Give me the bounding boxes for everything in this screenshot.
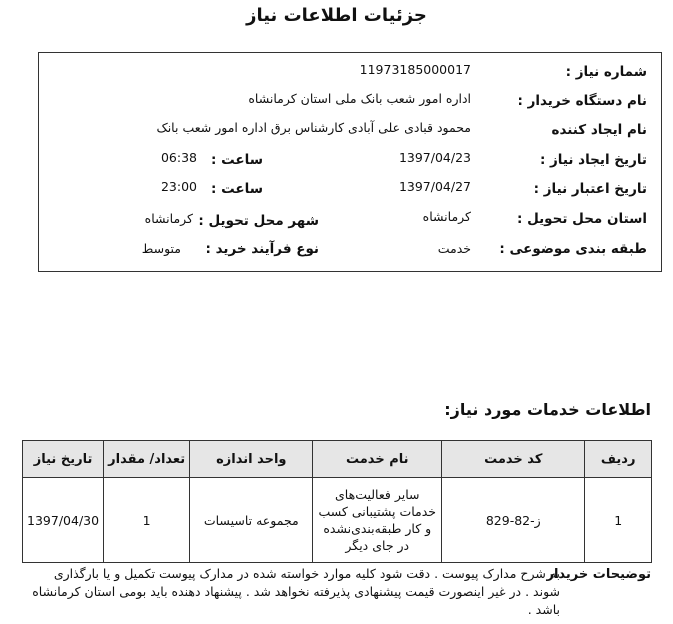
- category-label: طبقه بندی موضوعی :: [499, 241, 647, 257]
- services-table-header: [23, 441, 652, 478]
- services-table: [22, 440, 652, 563]
- page-title: جزئیات اطلاعات نیاز: [246, 5, 427, 26]
- col-quantity: تعداد/ مقدار: [104, 441, 190, 478]
- creator-value: محمود قبادی علی آبادی کارشناس برق اداره امور شعب بانک: [156, 120, 471, 135]
- col-row-number: ردیف: [585, 441, 652, 478]
- buyer-notes-text: به شرح مدارک پیوست . دقت شود کلیه موارد خواسته شده در مدارک پیوست تکمیل و یا بارگذاری شوند . در غیر اینصورت قیمت پیشنهادی پذیرفته نخواهد شد . پیشنهاد دهنده باید بومی استان کرمانشاه باشد .: [32, 566, 560, 617]
- need-number-value: 11973185000017: [359, 62, 471, 77]
- cell-row-number: 1: [585, 478, 652, 563]
- process-type-label: نوع فرآیند خرید :: [205, 241, 319, 257]
- process-type-value: متوسط: [141, 241, 181, 256]
- services-section-title: اطلاعات خدمات مورد نیاز:: [444, 400, 651, 419]
- buyer-value: اداره امور شعب بانک ملی استان کرمانشاه: [248, 91, 471, 106]
- validity-time-label: ساعت :: [211, 181, 263, 197]
- delivery-province-value: کرمانشاه: [422, 209, 471, 224]
- creator-label: نام ایجاد کننده: [551, 122, 647, 138]
- cell-unit: مجموعه تاسیسات: [190, 478, 313, 563]
- table-row: [23, 478, 652, 563]
- cell-need-date: 1397/04/30: [23, 478, 104, 563]
- delivery-city-label: شهر محل تحویل :: [198, 213, 319, 229]
- created-time-label: ساعت :: [211, 152, 263, 168]
- need-info-box: [38, 52, 662, 272]
- col-need-date: تاریخ نیاز: [23, 441, 104, 478]
- buyer-notes-label: توضیحات خریدار: [546, 567, 651, 582]
- cell-service-code: ز-82-829: [442, 478, 585, 563]
- validity-date-value: 1397/04/27: [398, 179, 471, 194]
- created-time-value: 06:38: [160, 150, 197, 165]
- created-date-value: 1397/04/23: [398, 150, 471, 165]
- validity-time-value: 23:00: [160, 179, 197, 194]
- col-unit: واحد اندازه: [190, 441, 313, 478]
- cell-service-name: سایر فعالیت‌های خدمات پشتیبانی کسب و کار طبقه‌بندی‌نشده در جای دیگر: [313, 478, 442, 563]
- created-date-label: تاریخ ایجاد نیاز :: [539, 152, 647, 168]
- delivery-province-label: استان محل تحویل :: [516, 211, 647, 227]
- col-service-code: کد خدمت: [442, 441, 585, 478]
- need-number-label: شماره نیاز :: [565, 64, 647, 80]
- cell-quantity: 1: [104, 478, 190, 563]
- buyer-label: نام دستگاه خریدار :: [517, 93, 647, 109]
- category-value: خدمت: [437, 241, 471, 256]
- col-service-name: نام خدمت: [313, 441, 442, 478]
- delivery-city-value: کرمانشاه: [144, 211, 193, 226]
- validity-date-label: تاریخ اعتبار نیاز :: [533, 181, 647, 197]
